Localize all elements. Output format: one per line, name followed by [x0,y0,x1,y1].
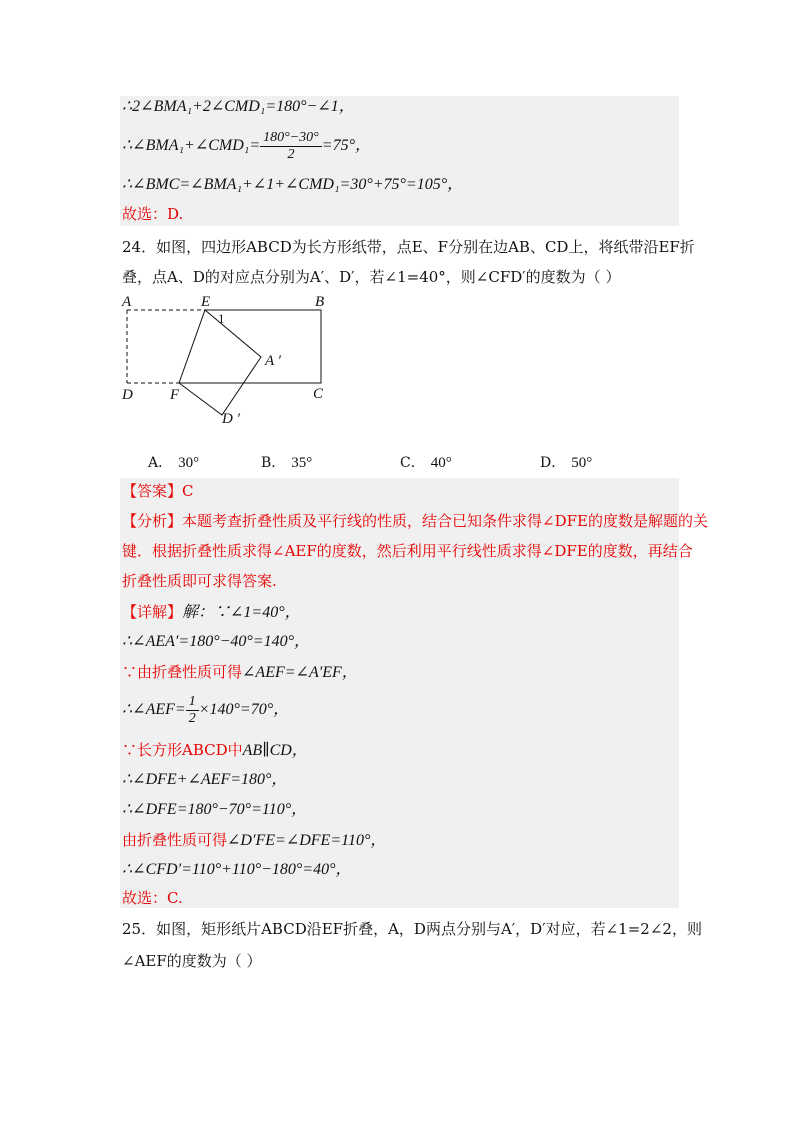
q24-stem-line-1: 24．如图，四边形ABCD为长方形纸带，点E、F分别在边AB、CD上，将纸带沿EF折 [122,238,695,256]
prev-solution-line-2-left: ∴∠BMA₁+∠CMD₁= [122,137,261,155]
option-d[interactable] [540,452,592,472]
step-3-right: ×140°=70°， [198,701,290,719]
q24-answer: 【答案】C [122,482,194,500]
q24-step-6: ∴∠DFE=180°−70°=110°， [122,801,308,818]
fraction-denominator: 2 [287,147,295,162]
option-c-letter: C． [400,455,425,471]
prev-solution-fraction [260,130,322,163]
option-b[interactable] [261,452,312,472]
label-D-prime: D ′ [222,411,240,427]
q24-step-1: ∴∠AEA′=180°−40°=140°， [122,633,310,650]
fraction-denominator: 2 [188,711,196,726]
q24-step-7 [122,830,386,851]
q24-choice: 故选：C. [122,889,183,907]
option-b-letter: B． [261,455,286,471]
step-2-text: ∵由折叠性质可得 [122,663,243,681]
label-C: C [313,386,324,402]
step-3-left: ∴∠AEF= [122,701,186,719]
option-a[interactable] [148,452,199,472]
q25-stem-line-2: ∠AEF的度数为（ ） [122,952,262,970]
step-4-text: ∵长方形ABCD中 [122,741,243,759]
prev-solution-line-2 [122,130,371,163]
label-angle-1: 1 [218,311,225,326]
step-2-math: ∠AEF=∠A′EF， [242,664,358,681]
detail-label: 【详解】 [122,603,183,621]
option-b-value: 35° [291,455,313,471]
option-a-letter: A． [148,455,173,471]
q24-analysis-line-1: 【分析】本题考查折叠性质及平行线的性质，结合已知条件求得∠DFE的度数是解题的关 [122,512,708,530]
q24-step-2 [122,662,358,683]
prev-solution-choice: 故选：D. [122,205,184,223]
fraction-numerator: 1 [186,694,199,711]
step-7-math: ∠D′FE=∠DFE=110°， [227,832,387,849]
label-E: E [201,294,211,310]
prev-solution-line-2-right: =75°， [321,137,371,155]
label-B: B [315,294,325,310]
option-d-value: 50° [571,455,593,471]
prev-solution-line-1: ∴2∠BMA₁+2∠CMD₁=180°−∠1， [122,98,355,115]
q24-step-5: ∴∠DFE+∠AEF=180°， [122,771,288,788]
q24-step-4 [122,740,308,761]
step-7-text: 由折叠性质可得 [122,831,228,849]
label-D: D [122,387,133,403]
label-F: F [170,387,180,403]
fraction-numerator: 180°−30° [260,130,322,147]
option-c-value: 40° [430,455,452,471]
option-c[interactable] [400,452,452,472]
q24-analysis-line-2: 键．根据折叠性质求得∠AEF的度数，然后利用平行线性质求得∠DFE的度数，再结合 [122,542,693,560]
label-A-prime: A ′ [265,353,281,369]
option-a-value: 30° [178,455,200,471]
q24-step-3 [122,694,289,727]
q25-stem-line-1: 25．如图，矩形纸片ABCD沿EF折叠，A，D两点分别与A′，D′对应，若∠1=2∠2，则 [122,920,702,938]
step-4-math: AB∥CD， [242,742,308,759]
step-3-fraction [186,694,199,727]
prev-solution-line-3: ∴∠BMC=∠BMA₁+∠1+∠CMD₁=30°+75°=105°， [122,176,464,193]
q24-fold-figure [118,292,338,432]
detail-start: 解：∵∠1=40°， [182,604,301,621]
rectangle-right-part [179,310,321,383]
q24-analysis-line-3: 折叠性质即可求得答案. [122,572,277,590]
q24-step-8: ∴∠CFD′=110°+110°−180°=40°， [122,861,352,878]
label-A: A [122,294,132,310]
option-d-letter: D． [540,455,566,471]
q24-detail-line-1 [122,602,301,623]
q24-stem-line-2: 叠，点A、D的对应点分别为A′、D′，若∠1=40°，则∠CFD′的度数为（ ） [122,268,621,286]
